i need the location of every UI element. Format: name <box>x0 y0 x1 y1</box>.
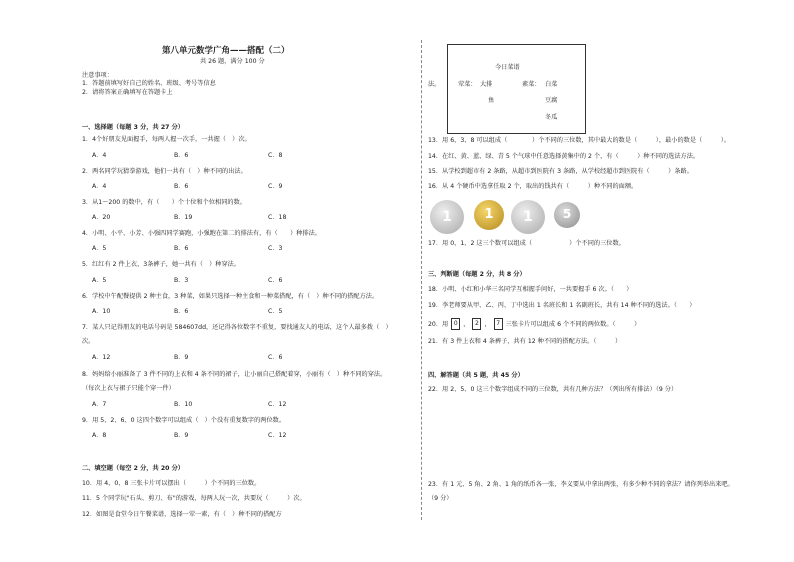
question-11: 11．5 个同学玩"石头、剪刀、布"的游戏，每两人玩一次，共要玩（ ）次。 <box>82 495 306 502</box>
q7-option-a: A．12 <box>92 354 111 361</box>
question-8-note: （每次上衣与裙子只能个穿一件） <box>82 385 175 392</box>
question-7: 7．某人只记得朋友的电话号码是 584607dd，还记得各位数字不重复，要找通友人的电话，这个人最多拨（ ） <box>82 324 392 331</box>
coin-4-label: 5 <box>562 207 572 221</box>
menu-box <box>447 44 586 134</box>
question-12: 12．如图是食堂今日午餐菜谱，选择一荤一素，有（ ）种不同的搭配方 <box>82 511 282 518</box>
q2-option-b: B．6 <box>174 183 189 190</box>
question-14: 14．在红、黄、蓝、绿、青 5 个气球中任意选择黄集中的 2 个，有（ ）种不同的选法方法。 <box>428 153 700 160</box>
menu-veg-1: 白菜 <box>545 81 558 88</box>
question-8: 8．妈妈给小丽准备了 3 件不同的上衣和 4 条不同的裙子，让小丽自己搭配着穿，小丽有（ ）种不同的穿法。 <box>82 371 387 378</box>
question-13: 13．用 6、3、8 可以组成（ ）个不同的三位数，其中最大的数是（ ），最小的数是（ ）。 <box>428 137 731 144</box>
question-21: 21．有 3 件上衣和 4 条裤子，共有 12 种不同的搭配方法。（ ） <box>428 338 622 345</box>
q5-option-b: B．3 <box>174 277 189 284</box>
menu-meat-label: 荤菜： <box>458 81 477 88</box>
q6-option-b: B．6 <box>174 308 189 315</box>
question-10: 10．用 4、0、8 三张卡片可以摆出（ ）个不同的三位数。 <box>82 480 261 487</box>
number-card-2: 2 <box>472 318 481 330</box>
page-subtitle: 共 26 题，满分 100 分 <box>200 58 265 65</box>
question-22: 22．用 2、5、0 这三个数字组成不同的三位数，共有几种方法？（列出所有排法）（9 分） <box>428 386 678 393</box>
section-2-heading: 二、填空题（每空 2 分，共 20 分） <box>82 465 184 472</box>
q3-option-a: A．20 <box>92 214 111 221</box>
q5-option-a: A．5 <box>92 277 107 284</box>
q7-option-c: C．6 <box>268 354 283 361</box>
q1-option-c: C．8 <box>268 152 283 159</box>
q4-option-c: C．3 <box>268 245 283 252</box>
q3-option-c: C．18 <box>268 214 287 221</box>
q9-option-c: C．12 <box>268 432 287 439</box>
q2-option-c: C．9 <box>268 183 283 190</box>
notice-2: 2．请将答案正确填写在答题卡上 <box>82 89 173 96</box>
coin-4 <box>554 202 580 228</box>
q1-option-b: B．6 <box>174 152 189 159</box>
column-divider <box>421 40 422 520</box>
page-title: 第八单元数学广角——搭配（二） <box>162 46 290 56</box>
menu-veg-2: 豆腐 <box>545 97 558 104</box>
number-card-0: 0 <box>451 318 460 330</box>
question-15: 15．从学校到超市有 2 条路，从超市到医院有 3 条路，从学校经超市到医院有（ ）条路。 <box>428 168 693 175</box>
q20-suffix: 三张卡片可以组成 6 个不同的两位数。（ ） <box>505 321 641 328</box>
menu-meat-1: 大排 <box>480 81 493 88</box>
question-4: 4．小明、小平、小芳、小强四同学赛跑，小强跑在第二的排法有，有（ ）种排法。 <box>82 230 322 237</box>
q6-option-c: C．5 <box>268 308 283 315</box>
coin-1 <box>430 200 464 234</box>
question-23-score: （9 分） <box>428 495 453 502</box>
notice-1: 1．答题前填写好自己的姓名、班级、考号等信息 <box>82 80 216 87</box>
question-16: 16．从 4 个硬币中选拿任取 2 个，取出的钱共有（ ）种不同的面额。 <box>428 183 638 190</box>
q1-option-a: A．4 <box>92 152 107 159</box>
notice-title: 注意事项： <box>82 72 113 79</box>
menu-veg-3: 冬瓜 <box>545 114 558 121</box>
q8-option-a: A．7 <box>92 401 107 408</box>
menu-veg-label: 素菜： <box>522 81 541 88</box>
question-2: 2．两名同学玩猜拳游戏，他们一共有（ ）种不同的出法。 <box>82 168 247 175</box>
question-18: 18．小明、小红和小华三名同学互相握手问好，一共要握手 6 次。（ ） <box>428 286 633 293</box>
coin-3 <box>511 200 545 234</box>
section-3-heading: 三、判断题（每题 2 分，共 8 分） <box>428 271 526 278</box>
question-23: 23．有 1 元、5 角、2 角、1 角的纸币各一张，李义要从中拿出两张，有多少种不同的拿法？请你列举出来吧。 <box>428 481 734 488</box>
coin-2-label: 1 <box>484 207 494 222</box>
q3-option-b: B．19 <box>174 214 193 221</box>
coin-2 <box>474 200 504 230</box>
q4-option-a: A．5 <box>92 245 107 252</box>
question-6: 6．学校中午配餐提供 2 种主食，3 种菜，如果只选择一种主食和一种菜搭配，有（ ）种不同的搭配方法。 <box>82 293 379 300</box>
menu-meat-2: 鱼 <box>488 97 495 104</box>
coin-3-label: 1 <box>523 209 533 225</box>
q7-option-b: B．9 <box>174 354 189 361</box>
question-20: 20．用 0 ， 2 ， 7 三张卡片可以组成 6 个不同的两位数。（ ） <box>428 320 641 328</box>
question-7-cont: 次。 <box>82 338 95 345</box>
coin-1-label: 1 <box>442 209 452 225</box>
q6-option-a: A．10 <box>92 308 111 315</box>
question-1: 1．4个好朋友见面握手，每两人握一次手，一共握（ ）次。 <box>82 136 251 143</box>
menu-title: 今日菜谱 <box>495 64 520 71</box>
question-5: 5．红红有 2 件上衣，3条裤子，她一共有（ ）种穿法。 <box>82 261 241 268</box>
question-9: 9．用 5、2、6、0 这四个数字可以组成（ ）个没有重复数字的两位数。 <box>82 417 286 424</box>
number-card-7: 7 <box>494 318 503 330</box>
q5-option-c: C．6 <box>268 277 283 284</box>
q2-option-a: A．4 <box>92 183 107 190</box>
q9-option-a: A．8 <box>92 432 107 439</box>
q8-option-c: C．12 <box>268 401 287 408</box>
section-4-heading: 四、解答题（共 5 题，共 45 分） <box>428 372 524 379</box>
q8-option-b: B．10 <box>174 401 193 408</box>
question-3: 3．从1～200 的数中，有（ ）个十位和个位相同的数。 <box>82 199 246 206</box>
question-12-cont: 法。 <box>428 81 441 88</box>
q9-option-b: B．9 <box>174 432 189 439</box>
q20-prefix: 20．用 <box>428 321 449 328</box>
question-17: 17．用 0、1、2 这三个数可以组成（ ）个不同的三位数。 <box>428 240 625 247</box>
section-1-heading: 一、选择题（每题 3 分，共 27 分） <box>82 124 184 131</box>
q4-option-b: B．6 <box>174 245 189 252</box>
question-19: 19．李老师要从甲、乙、丙、丁中选出 1 名班长和 1 名副班长，共有 14 种不同的选法。（ ） <box>428 302 696 309</box>
